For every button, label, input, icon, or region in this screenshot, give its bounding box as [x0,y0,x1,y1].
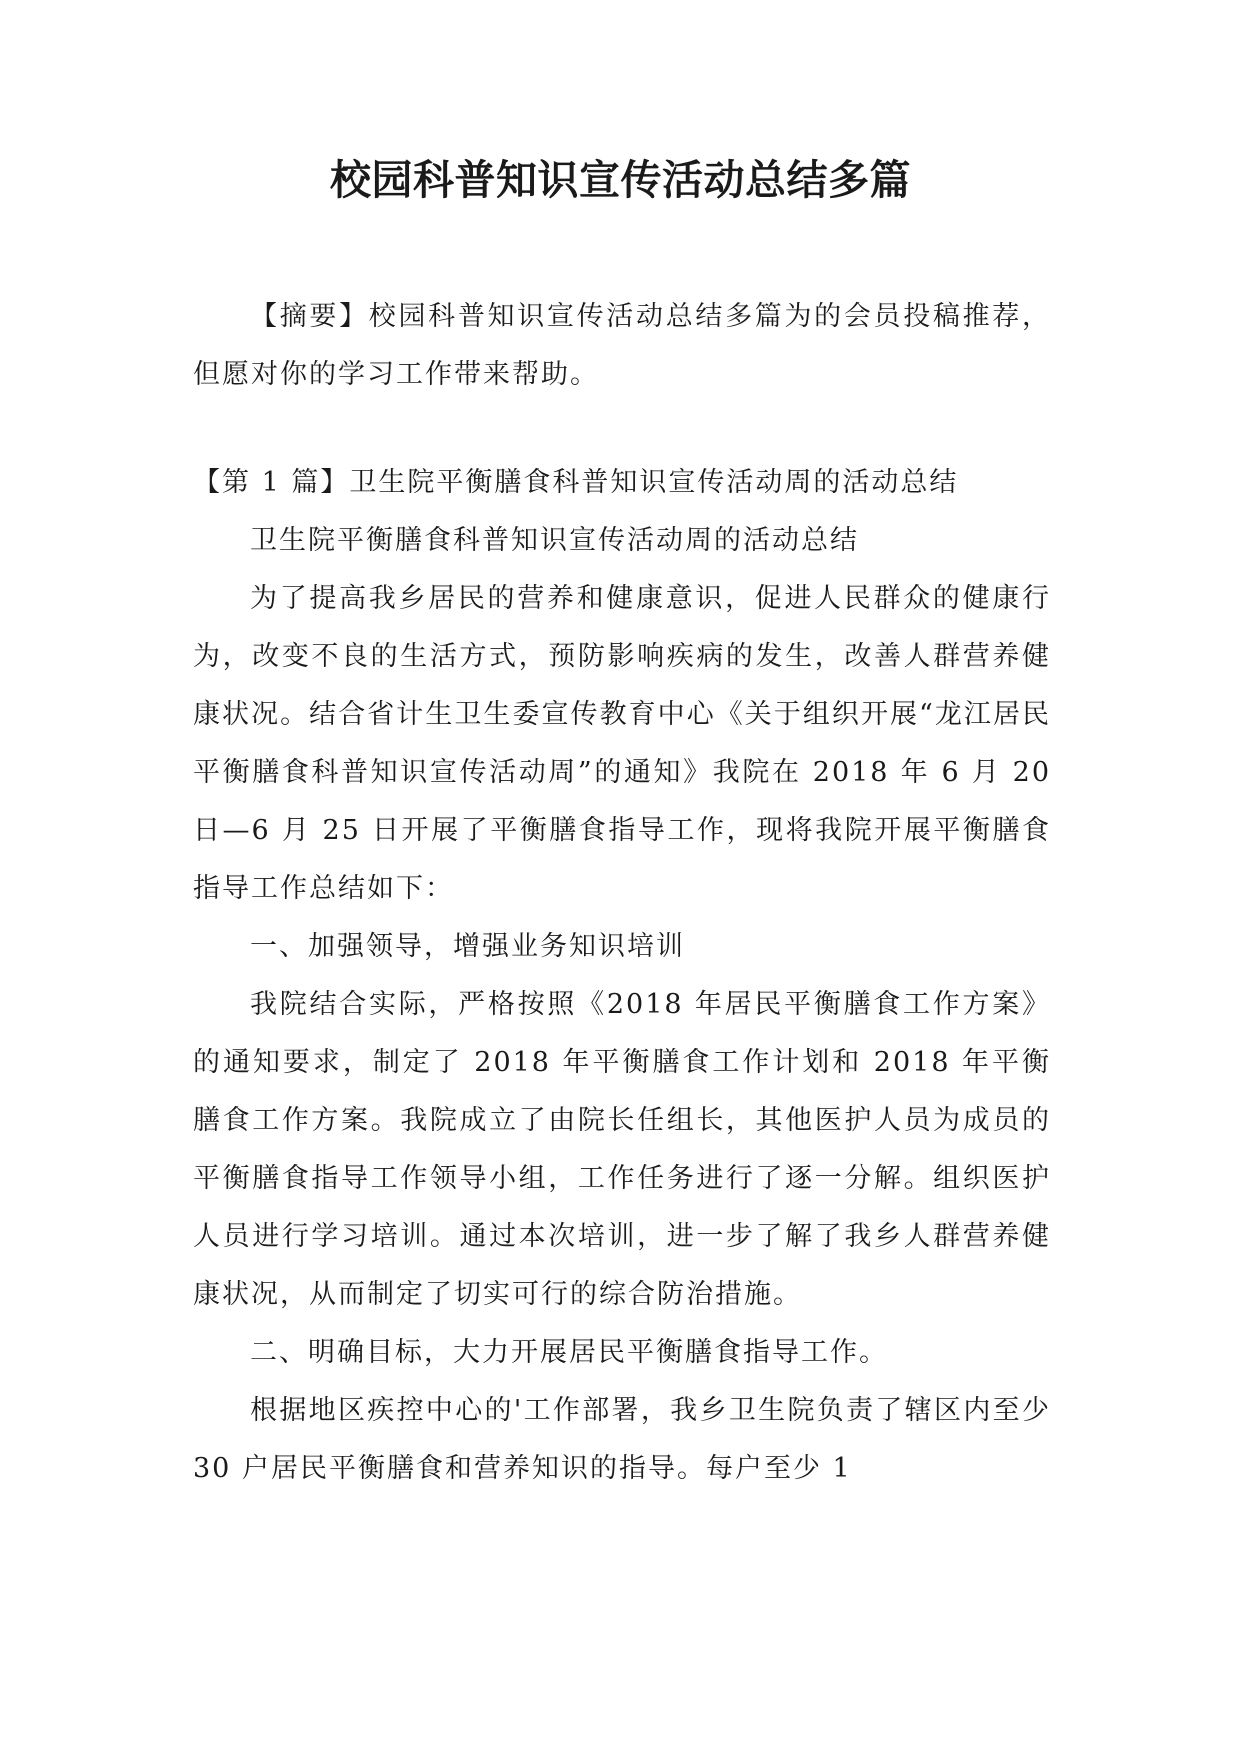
section-spacer [193,404,1051,454]
body-paragraph: 为了提高我乡居民的营养和健康意识，促进人民群众的健康行为，改变不良的生活方式，预防影响疾病的发生，改善人群营养健康状况。结合省计生卫生委宣传教育中心《关于组织开展“龙江居民平衡膳食科普知识宣传活动周”的通知》我院在 2018 年 6 月 20 日—6 月 25 日开展了平衡膳食指导工作，现将我院开展平衡膳食指导工作总结如下： [193,583,1051,904]
body-paragraph: 我院结合实际，严格按照《2018 年居民平衡膳食工作方案》的通知要求，制定了 2018 年平衡膳食工作计划和 2018 年平衡膳食工作方案。我院成立了由院长任组长，其他医护人员为成员的平衡膳食指导工作领导小组，工作任务进行了逐一分解。组织医护人员进行学习培训。通过本次培训，进一步了解了我乡人群营养健康状况，从而制定了切实可行的综合防治措施。 [193,989,1051,1310]
subtitle-paragraph: 卫生院平衡膳食科普知识宣传活动周的活动总结 [250,525,859,556]
document-title: 校园科普知识宣传活动总结多篇 [330,156,911,204]
section-heading-1: 一、加强领导，增强业务知识培训 [250,931,685,962]
body-paragraph: 根据地区疾控中心的'工作部署，我乡卫生院负责了辖区内至少 30 户居民平衡膳食和营养知识的指导。每户至少 1 [193,1395,1051,1484]
part-heading: 【第 1 篇】卫生院平衡膳食科普知识宣传活动周的活动总结 [193,467,959,498]
abstract-paragraph: 【摘要】校园科普知识宣传活动总结多篇为的会员投稿推荐，但愿对你的学习工作带来帮助。 [193,301,1051,390]
section-heading-2: 二、明确目标，大力开展居民平衡膳食指导工作。 [250,1337,888,1368]
document-body [193,288,1051,1498]
